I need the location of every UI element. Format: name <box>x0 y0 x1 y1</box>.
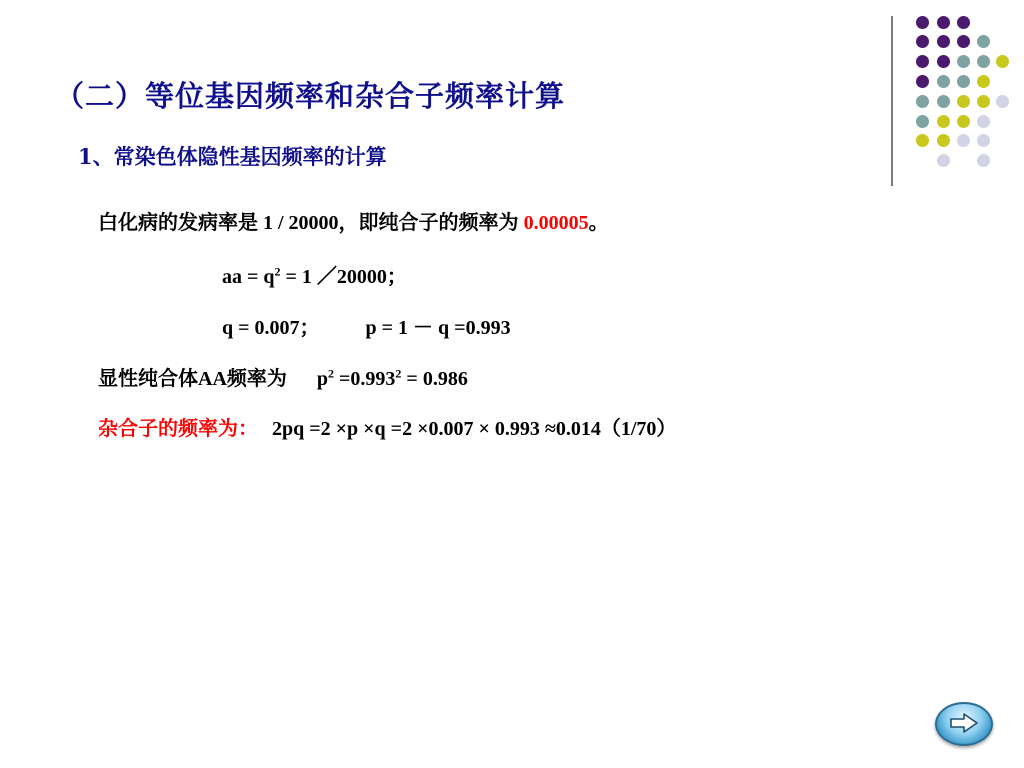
aa-equation-left: aa = q <box>222 266 275 288</box>
heterozygote-line <box>98 412 676 441</box>
p-value: p = 1 － q =0.993 <box>365 317 511 339</box>
decorative-dot <box>916 55 929 68</box>
heterozygote-equation: 2pq =2 ×p ×q =2 ×0.007 × 0.993 ≈0.014（1/70） <box>272 418 677 440</box>
decorative-dot <box>916 16 929 29</box>
decorative-dot <box>977 35 990 48</box>
decorative-dot <box>977 154 990 167</box>
decorative-dot <box>996 55 1009 68</box>
aa-equation-exponent: 2 <box>274 264 281 279</box>
incidence-text: 白化病的发病率是 1 / 20000，即纯合子的频率为 <box>98 212 524 234</box>
decorative-dot <box>957 134 970 147</box>
decorative-dot <box>937 95 950 108</box>
next-slide-button[interactable] <box>935 702 993 746</box>
dominant-homozygote-line <box>98 362 468 391</box>
decorative-dot <box>977 95 990 108</box>
decorative-dot <box>957 75 970 88</box>
q-value: q = 0.007； <box>222 317 320 339</box>
decorative-dot <box>957 55 970 68</box>
decorative-dot <box>937 55 950 68</box>
q-p-equation <box>222 311 511 340</box>
decorative-dot <box>957 115 970 128</box>
homozygote-frequency-value: 0.00005 <box>523 212 589 234</box>
decorative-dot <box>937 154 950 167</box>
decorative-dot <box>916 75 929 88</box>
arrow-right-icon <box>949 712 979 734</box>
decorative-dot <box>957 95 970 108</box>
decorative-dot <box>977 134 990 147</box>
decorative-dot <box>996 95 1009 108</box>
decorative-dot <box>916 35 929 48</box>
decorative-dot <box>916 115 929 128</box>
aa-frequency-equation <box>222 260 407 289</box>
p-symbol: p <box>316 368 329 390</box>
decorative-dot <box>937 75 950 88</box>
heterozygote-label: 杂合子的频率为： <box>98 418 258 440</box>
decorative-dot <box>957 16 970 29</box>
p-squared-base: =0.993 <box>334 368 396 390</box>
decorative-dot <box>977 55 990 68</box>
decorative-dot <box>916 134 929 147</box>
dominant-homozygote-label: 显性纯合体AA频率为 <box>98 368 287 390</box>
p-exponent: 2 <box>328 366 335 381</box>
decorative-dot <box>937 115 950 128</box>
decorative-vertical-line <box>891 16 893 186</box>
decorative-dot <box>916 95 929 108</box>
incidence-text-end: 。 <box>588 212 609 234</box>
p-squared-exponent: 2 <box>395 366 402 381</box>
decorative-dot <box>977 115 990 128</box>
aa-equation-right: = 1 ／20000； <box>280 266 407 288</box>
albinism-incidence-line <box>98 206 609 235</box>
decorative-dot <box>957 35 970 48</box>
decorative-dot <box>937 16 950 29</box>
decorative-dot <box>937 134 950 147</box>
slide-title: （二）等位基因频率和杂合子频率计算 <box>55 79 566 113</box>
decorative-dot <box>937 35 950 48</box>
slide-subtitle: 1、常染色体隐性基因频率的计算 <box>78 144 387 169</box>
p-squared-result: = 0.986 <box>401 368 468 390</box>
decorative-dot <box>977 75 990 88</box>
